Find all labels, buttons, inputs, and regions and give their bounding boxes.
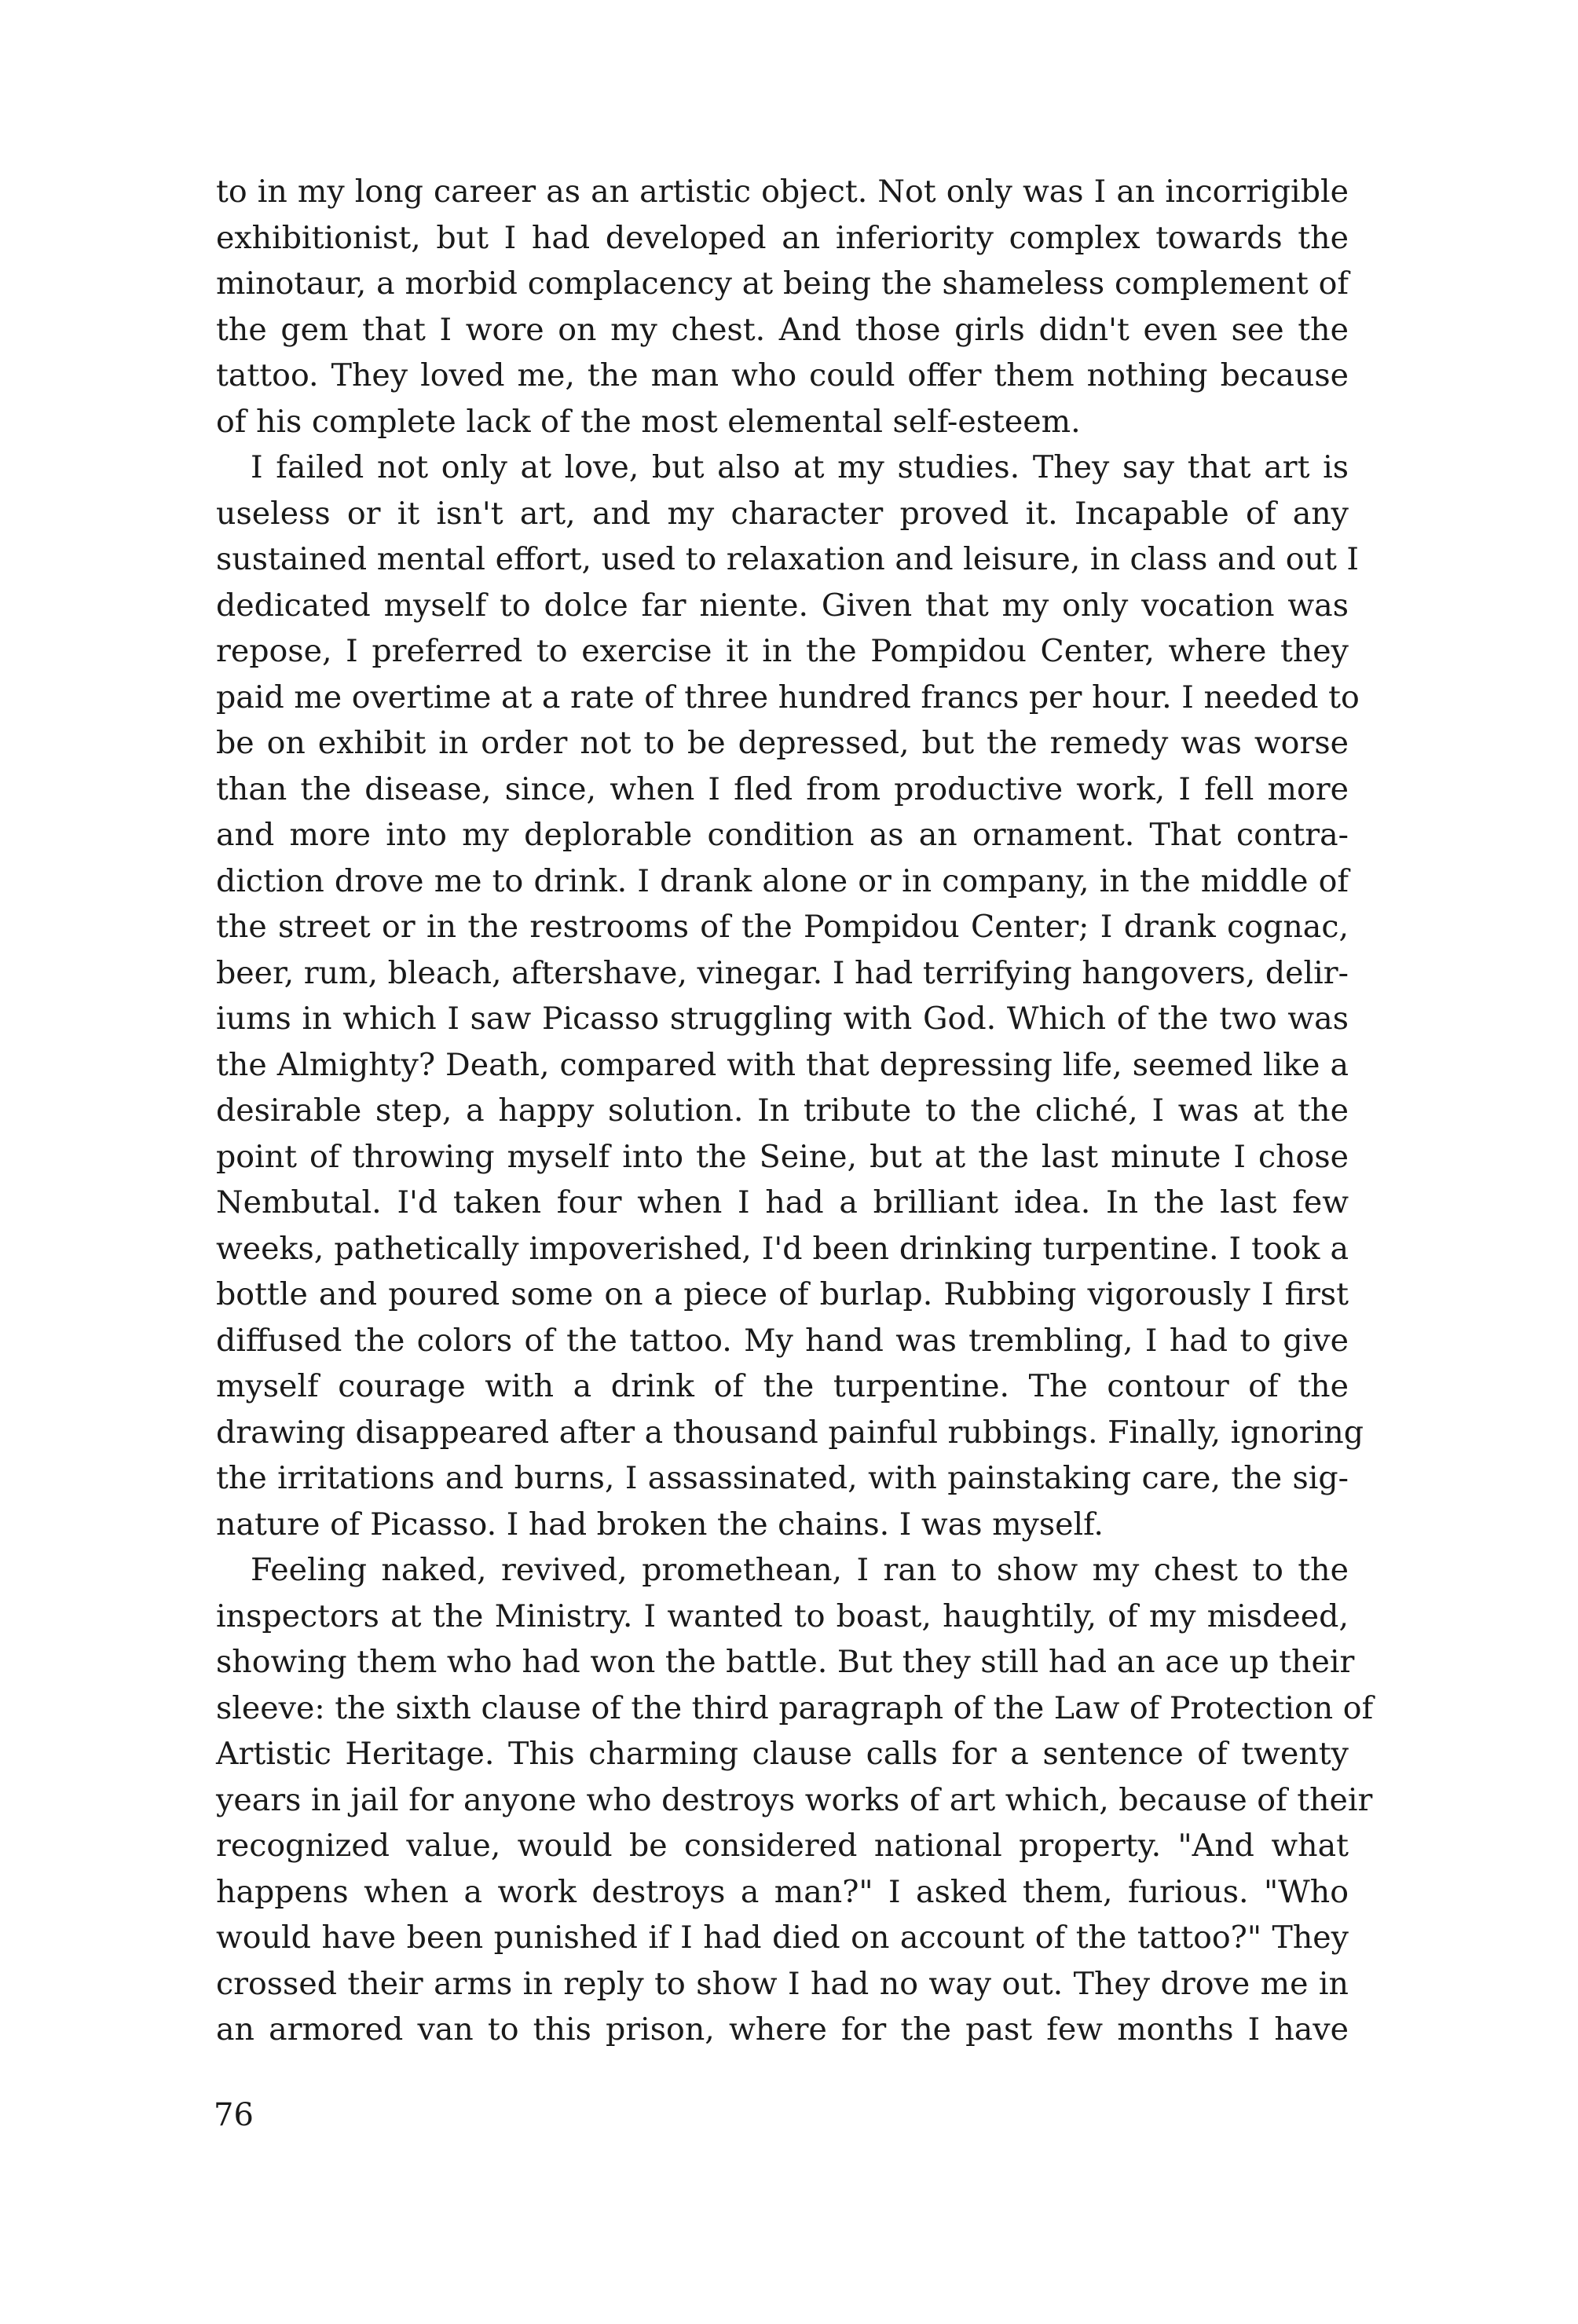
text-line: the street or in the restrooms of the Pompidou Center; I drank cognac, <box>216 909 1349 945</box>
text-line: useless or it isn't art, and my character proved it. Incapable of any <box>216 495 1349 532</box>
text-line: Artistic Heritage. This charming clause calls for a sentence of twenty <box>216 1736 1349 1772</box>
text-line: be on exhibit in order not to be depressed, but the remedy was worse <box>216 725 1349 761</box>
text-line: crossed their arms in reply to show I had no way out. They drove me in <box>216 1965 1349 2002</box>
text-line: to in my long career as an artistic object. Not only was I an incorrigible <box>216 174 1349 210</box>
text-line: nature of Picasso. I had broken the chains. I was myself. <box>216 1506 1104 1543</box>
text-line: than the disease, since, when I fled from productive work, I fell more <box>216 770 1349 807</box>
text-line: desirable step, a happy solution. In tribute to the cliché, I was at the <box>216 1092 1349 1129</box>
text-line: would have been punished if I had died on account of the tattoo?" They <box>216 1920 1349 1956</box>
text-line: showing them who had won the battle. But they still had an ace up their <box>216 1644 1355 1680</box>
paragraph-3 <box>216 1547 1374 2053</box>
text-line: recognized value, would be considered national property. "And what <box>216 1828 1349 1864</box>
text-line: of his complete lack of the most elemental self-esteem. <box>216 403 1081 440</box>
paragraph-1 <box>216 169 1349 445</box>
text-line: drawing disappeared after a thousand painful rubbings. Finally, ignoring <box>216 1414 1364 1451</box>
text-line: repose, I preferred to exercise it in the Pompidou Center, where they <box>216 633 1349 669</box>
text-line: happens when a work destroys a man?" I asked them, furious. "Who <box>216 1873 1349 1910</box>
text-line: minotaur, a morbid complacency at being the shameless complement of <box>216 265 1349 302</box>
text-line: tattoo. They loved me, the man who could offer them nothing because <box>216 357 1349 393</box>
text-line: dedicated myself to dolce far niente. Given that my only vocation was <box>216 587 1349 624</box>
text-line: inspectors at the Ministry. I wanted to boast, haughtily, of my misdeed, <box>216 1598 1349 1634</box>
text-line: sustained mental effort, used to relaxation and leisure, in class and out I <box>216 541 1360 577</box>
text-line: the irritations and burns, I assassinated, with painstaking care, the sig- <box>216 1460 1349 1496</box>
text-line: diffused the colors of the tattoo. My hand was trembling, I had to give <box>216 1322 1349 1359</box>
body-text <box>216 169 1374 2053</box>
text-line: weeks, pathetically impoverished, I'd been drinking turpentine. I took a <box>216 1230 1349 1267</box>
text-line: Feeling naked, revived, promethean, I ran to show my chest to the <box>251 1552 1349 1588</box>
text-line: the gem that I wore on my chest. And those girls didn't even see the <box>216 311 1349 348</box>
text-line: paid me overtime at a rate of three hundred francs per hour. I needed to <box>216 679 1360 715</box>
text-line: myself courage with a drink of the turpentine. The contour of the <box>216 1368 1349 1404</box>
text-line: sleeve: the sixth clause of the third paragraph of the Law of Protection of <box>216 1689 1374 1726</box>
paragraph-2 <box>216 445 1364 1547</box>
text-line: beer, rum, bleach, aftershave, vinegar. I had terrifying hangovers, delir- <box>216 954 1349 991</box>
text-line: the Almighty? Death, compared with that depressing life, seemed like a <box>216 1046 1349 1083</box>
text-line: exhibitionist, but I had developed an inferiority complex towards the <box>216 219 1349 256</box>
text-line: iums in which I saw Picasso struggling with God. Which of the two was <box>216 1001 1349 1037</box>
text-line: I failed not only at love, but also at my studies. They say that art is <box>251 449 1349 485</box>
text-line: point of throwing myself into the Seine, but at the last minute I chose <box>216 1138 1349 1175</box>
text-line: years in jail for anyone who destroys works of art which, because of their <box>216 1781 1373 1818</box>
text-line: Nembutal. I'd taken four when I had a brilliant idea. In the last few <box>216 1184 1349 1221</box>
text-line: an armored van to this prison, where for the past few months I have <box>216 2011 1349 2048</box>
page-number: 76 <box>214 2097 254 2133</box>
text-line: and more into my deplorable condition as an ornament. That contra- <box>216 817 1349 853</box>
text-line: bottle and poured some on a piece of burlap. Rubbing vigorously I first <box>216 1276 1349 1312</box>
text-line: diction drove me to drink. I drank alone or in company, in the middle of <box>216 862 1349 899</box>
